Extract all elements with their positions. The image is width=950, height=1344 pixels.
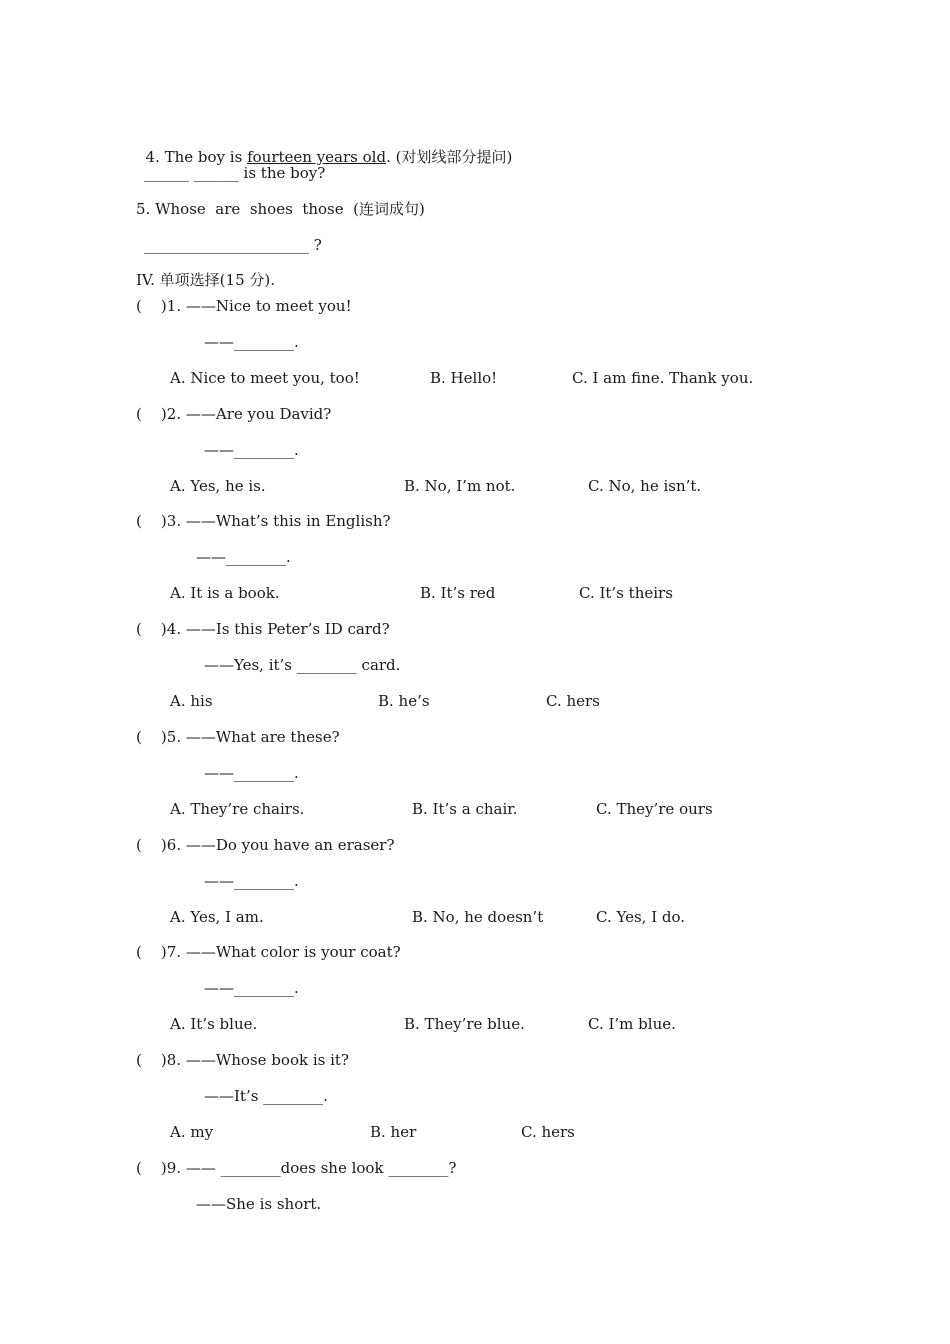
option-c: C. hers: [521, 1123, 575, 1141]
option-c: C. No, he isn’t.: [588, 477, 702, 495]
question-4-suffix: . (对划线部分提问): [386, 148, 513, 166]
option-b: B. It’s red: [420, 584, 496, 602]
mc-question-reply: ——It’s ________.: [204, 1087, 328, 1105]
mc-question-stem: ( )9. —— ________does she look ________?: [136, 1159, 457, 1177]
mc-question-stem: ( )7. ——What color is your coat?: [136, 943, 401, 961]
option-c: C. I’m blue.: [588, 1015, 676, 1033]
option-a: A. Nice to meet you, too!: [170, 369, 360, 387]
mc-question-reply: ——________.: [204, 333, 299, 351]
mc-question-stem: ( )1. ——Nice to meet you!: [136, 297, 352, 315]
option-c: C. Yes, I do.: [596, 908, 686, 926]
question-4: [136, 127, 512, 167]
mc-question-stem: ( )5. ——What are these?: [136, 728, 340, 746]
mc-question-stem: ( )4. ——Is this Peter’s ID card?: [136, 620, 390, 638]
option-c: C. It’s theirs: [579, 584, 673, 602]
question-5-answer-line: ______________________ ?: [144, 236, 322, 254]
option-a: A. They’re chairs.: [170, 800, 305, 818]
option-a: A. my: [170, 1123, 214, 1141]
option-c: C. I am fine. Thank you.: [572, 369, 754, 387]
mc-question-reply: ——________.: [204, 764, 299, 782]
mc-question-stem: ( )2. ——Are you David?: [136, 405, 332, 423]
section-heading: IV. 单项选择(15 分).: [136, 271, 275, 289]
mc-question-stem: ( )8. ——Whose book is it?: [136, 1051, 349, 1069]
mc-question-stem: ( )6. ——Do you have an eraser?: [136, 836, 395, 854]
mc-question-reply: ——Yes, it’s ________ card.: [204, 656, 401, 674]
option-a: A. his: [170, 692, 213, 710]
option-b: B. Hello!: [430, 369, 498, 387]
option-b: B. It’s a chair.: [412, 800, 518, 818]
option-c: C. They’re ours: [596, 800, 713, 818]
question-4-prefix: 4. The boy is: [145, 148, 248, 166]
option-a: A. It’s blue.: [170, 1015, 258, 1033]
question-5: 5. Whose are shoes those (连词成句): [136, 200, 425, 218]
question-4-underlined: fourteen years old: [247, 148, 387, 166]
option-b: B. They’re blue.: [404, 1015, 525, 1033]
option-c: C. hers: [546, 692, 600, 710]
mc-question-reply: ——________.: [204, 872, 299, 890]
mc-question-reply: ——She is short.: [196, 1195, 322, 1213]
option-a: A. Yes, he is.: [170, 477, 266, 495]
option-b: B. No, he doesn’t: [412, 908, 544, 926]
option-b: B. her: [370, 1123, 417, 1141]
option-b: B. No, I’m not.: [404, 477, 516, 495]
mc-question-reply: ——________.: [204, 979, 299, 997]
mc-question-stem: ( )3. ——What’s this in English?: [136, 512, 391, 530]
mc-question-reply: ——________.: [204, 441, 299, 459]
mc-question-reply: ——________.: [196, 548, 291, 566]
option-a: A. Yes, I am.: [170, 908, 264, 926]
option-a: A. It is a book.: [170, 584, 280, 602]
option-b: B. he’s: [378, 692, 430, 710]
question-4-answer-line: ______ ______ is the boy?: [144, 164, 326, 182]
